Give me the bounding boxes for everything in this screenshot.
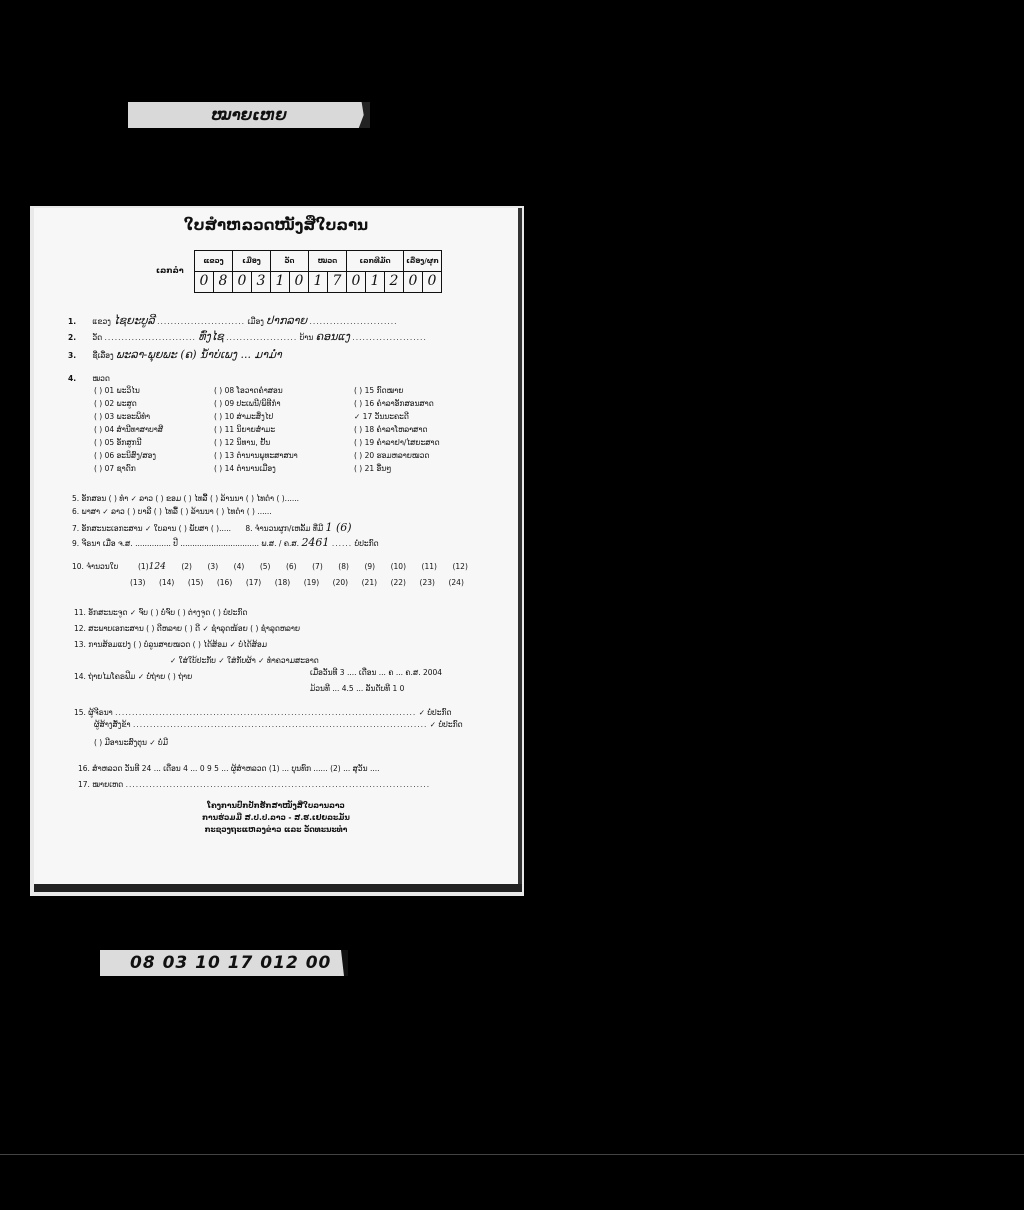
dots: ....................................................................................... xyxy=(132,720,428,729)
leaves-row-1 xyxy=(138,562,468,573)
code-header: ເລື່ອງ/ຜູກ xyxy=(404,251,442,272)
field-leaves xyxy=(72,562,118,571)
field-value: ໄຊຍະບູລີ xyxy=(113,314,155,327)
code-header-row xyxy=(195,251,442,272)
code-header: ໝວດ xyxy=(309,251,347,272)
code-digit: 7 xyxy=(328,272,347,293)
field-microfilm: 14. ຖ່າຍໄມໂຄຣຟີມ ✓ ບໍ່ຖ່າຍ ( ) ຖ່າຍ xyxy=(74,672,193,681)
leaf-count: (19) xyxy=(303,578,320,587)
dots: ...................... xyxy=(352,333,427,342)
leaf-count: (15) xyxy=(187,578,204,587)
code-header: ເລກທີມັດ xyxy=(347,251,404,272)
category-item: ✓ 17 ວັນນະຄະດີ xyxy=(354,412,409,421)
category-item: ( ) 20 ຮອມຫລາຍໝວດ xyxy=(354,451,430,460)
code-digit: 0 xyxy=(423,272,442,293)
top-label-text: ໝາຍເຫຍ xyxy=(211,106,287,124)
form-footer xyxy=(34,800,518,836)
top-label-strip xyxy=(128,102,370,128)
field-value: 1 (6) xyxy=(325,521,352,534)
field-label: 9. ຈີຣນາ ເມື່ອ ຈ.ສ. ............... ປີ ................................. ພ.ສ. / ຄ.ສ. xyxy=(72,539,300,548)
code-digit: 1 xyxy=(271,272,290,293)
category-item: ( ) 14 ຕຳນານເມືອງ xyxy=(214,464,276,473)
category-item: ( ) 11 ນິຍາຍສ່ຳມະ xyxy=(214,425,276,434)
code-digit: 1 xyxy=(366,272,385,293)
code-digit: 0 xyxy=(404,272,423,293)
category-item: ( ) 19 ຄຳລາຢາ/ໄສຍະສາດ xyxy=(354,438,440,447)
category-item: ( ) 04 ສຳນີທາສາບາສີ xyxy=(94,425,164,434)
field-label: ຜູ້ສ້າງສັ່ງຂ້າ xyxy=(94,720,131,729)
dots: .......................... xyxy=(157,317,246,326)
category-item: ( ) 21 ອື່ນໆ xyxy=(354,464,392,473)
code-header: ເມືອງ xyxy=(233,251,271,272)
category-item: ( ) 01 ພະວິໄນ xyxy=(94,386,140,395)
code-label: ເລກລຳ xyxy=(156,266,184,275)
leaf-count: (12) xyxy=(452,562,468,571)
category-item: ( ) 18 ຄຳລາໂຫລາສາດ xyxy=(354,425,428,434)
field-material xyxy=(72,521,352,535)
field-label: 7. ອັກສະນະເອກະສານ ✓ ໃບລານ ( ) ພັບສາ ( )..... xyxy=(72,524,231,533)
code-digit: 0 xyxy=(290,272,309,293)
dots: ......................................................................................... xyxy=(115,708,417,717)
leaf-count: (9) xyxy=(364,562,376,571)
code-digit: 0 xyxy=(347,272,366,293)
footer-line: ກະຊວງຖະແຫລງຂ່າວ ແລະ ວັດທະນະທຳ xyxy=(204,825,348,834)
leaf-count: (11) xyxy=(421,562,437,571)
leaf-count: (21) xyxy=(361,578,378,587)
leaf-count xyxy=(138,562,166,573)
field-value: ຄອນແງ xyxy=(315,330,350,343)
leaf-count: (23) xyxy=(419,578,435,587)
field-label: 10. ຈຳນວນໃບ xyxy=(72,562,119,571)
field-label: ເມືອງ xyxy=(247,317,264,326)
code-digit-row xyxy=(195,272,442,293)
field-date xyxy=(72,536,379,550)
field-number: 3. xyxy=(68,351,77,360)
field-label: ບໍ່ປະກົດ xyxy=(354,539,379,548)
field-label: ຊື່ເລື່ອງ xyxy=(92,351,114,360)
form-edge-right xyxy=(518,208,522,888)
code-table xyxy=(194,250,442,293)
category-item: ( ) 07 ຊາດົກ xyxy=(94,464,136,473)
field-label: ໝວດ xyxy=(92,374,110,383)
field-value: ✓ ບໍ່ປະກົດ xyxy=(429,720,463,729)
category-item: ( ) 03 ພະອະພິທຳ xyxy=(94,412,151,421)
dots: ........................... xyxy=(104,333,196,342)
field-number: 1. xyxy=(68,317,77,326)
field-condition: 12. ສະພາບເອກະສານ ( ) ດີຫລາຍ ( ) ດີ ✓ ຊຳລຸດໜ້ອຍ ( ) ຊຳລຸດຫລາຍ xyxy=(74,624,301,633)
field-label: ແຂວງ xyxy=(92,317,111,326)
category-item: ( ) 05 ອັກສູກນີ xyxy=(94,438,142,447)
field-merit: ( ) ມີອານະສົງຕຸນ ✓ ບໍ່ມີ xyxy=(94,738,169,747)
field-temple xyxy=(68,330,427,344)
leaf-count: (7) xyxy=(312,562,323,571)
code-digit: 1 xyxy=(309,272,328,293)
dots: .......................................................................................... xyxy=(125,780,431,789)
field-label: 17. ໝາຍເຫດ xyxy=(78,780,124,789)
dots: ..................... xyxy=(226,333,298,342)
form-title: ໃບສຳຫລວດໜັງສືໃບລານ xyxy=(183,216,369,234)
leaf-count: (10) xyxy=(390,562,406,571)
leaf-count: (17) xyxy=(245,578,262,587)
category-item: ( ) 02 ພະສູດ xyxy=(94,399,137,408)
code-digit: 8 xyxy=(214,272,233,293)
field-value: ທົ່ງໄຊ xyxy=(198,330,224,343)
field-script: 5. ອັກສອນ ( ) ທຳ ✓ ລາວ ( ) ຂອມ ( ) ໄທລື້ ( ) ລ້ານນາ ( ) ໄທດຳ ( )...... xyxy=(72,494,299,503)
bottom-code-strip xyxy=(100,950,348,976)
field-label: ບ້ານ xyxy=(299,333,314,342)
leaf-count: (20) xyxy=(332,578,349,587)
leaf-count: (5) xyxy=(259,562,271,571)
field-microfilm-roll: ມ້ວນທີ ... 4.5 ... ລັນດັບທີ 1 0 xyxy=(310,684,405,693)
leaf-count: (16) xyxy=(216,578,233,587)
code-digit: 2 xyxy=(385,272,404,293)
leaf-count: (4) xyxy=(233,562,245,571)
leaf-label: (1) xyxy=(138,562,149,571)
leaf-count: (24) xyxy=(448,578,464,587)
field-number: 2. xyxy=(68,333,77,342)
field-value: ✓ ບໍ່ປະກົດ xyxy=(418,708,452,717)
survey-form xyxy=(34,208,518,884)
bottom-code-text: 08 03 10 17 012 00 xyxy=(130,953,332,973)
field-repair: 13. ການສ້ອມແປງ ( ) ບໍ່ລູນສາຍໝວດ ( ) ໄດ້ສ້ອມ ✓ ບໍ່ໄດ້ສ້ອມ xyxy=(74,640,268,649)
field-value: ພະລາ-ພຸຍພະ (ຄ) ນ້ຳບ່ເພງ ... ມາມ່ຳ xyxy=(115,348,282,361)
leaf-count: (14) xyxy=(158,578,175,587)
code-header: ວັດ xyxy=(271,251,309,272)
field-label: ວັດ xyxy=(92,333,103,342)
footer-line: ການຮ່ວມມື ສ.ປ.ປ.ລາວ - ສ.ຮ.ເຢຍລະມັນ xyxy=(202,813,350,822)
dots: .......................... xyxy=(309,317,398,326)
field-label: 15. ຜູ້ຈີຣນາ xyxy=(74,708,113,717)
field-author xyxy=(74,708,452,717)
leaf-count: (2) xyxy=(181,562,192,571)
dots: ...... xyxy=(331,539,353,548)
torn-edge xyxy=(338,950,348,976)
category-item: ( ) 16 ຄຳລາອັກສອນສາດ xyxy=(354,399,434,408)
field-repair-extra: ✓ ໃສ່ໃບ້ປະກັບ ✓ ໃສ່ກັບຜ້າ ✓ ທຳຄວາມສະອາດ xyxy=(170,656,319,665)
field-value: 2461 xyxy=(301,536,330,549)
category-item: ( ) 13 ຕຳນານພຸທະສາສນາ xyxy=(214,451,298,460)
form-edge-bottom xyxy=(34,884,522,892)
leaves-row-2 xyxy=(130,578,464,587)
leaf-count: (22) xyxy=(390,578,406,587)
category-item: ( ) 15 ກົດໝາຍ xyxy=(354,386,404,395)
field-creator xyxy=(94,720,463,729)
field-value: ປາກລາຍ xyxy=(266,314,308,327)
leaf-count: (18) xyxy=(274,578,291,587)
field-number: 4. xyxy=(68,374,77,383)
field-microfilm-date: ເມື່ອວັນທີ 3 .... ເດືອນ ... ຄ ... ຄ.ສ. 2004 xyxy=(310,668,443,677)
field-survey: 16. ສຳຫລວດ ວັນທີ 24 ... ເດືອນ 4 ... 0 9 5 ... ຜູ້ສຳຫລວດ (1) ... ບຸນທົກ ...... (2) ... ສຸວັນ .... xyxy=(78,764,380,773)
field-title xyxy=(68,348,282,362)
leaf-count: (3) xyxy=(207,562,219,571)
torn-edge xyxy=(356,102,370,128)
code-digit: 3 xyxy=(252,272,271,293)
leaf-value: 124 xyxy=(148,562,166,572)
leaf-count: (8) xyxy=(338,562,349,571)
field-label: 8. ຈຳນວນຜູກ/ເຫລັ້ມ ທີ່ມີ xyxy=(245,524,324,533)
scan-line xyxy=(0,1154,1024,1155)
field-completeness: 11. ອັກສະນະຈູດ ✓ ຈົບ ( ) ບໍ່ຈົບ ( ) ຕ່າງຈູດ ( ) ບໍ່ປະກົດ xyxy=(74,608,248,617)
category-item: ( ) 12 ນິທານ, ຢັ້ນ xyxy=(214,438,271,447)
code-digit: 0 xyxy=(233,272,252,293)
category-item: ( ) 09 ປະເພນີ/ພິທີກຳ xyxy=(214,399,281,408)
leaf-count: (13) xyxy=(130,578,146,587)
category-item: ( ) 06 ອະນິສົງ/ສອງ xyxy=(94,451,157,460)
field-province xyxy=(68,314,398,328)
category-item: ( ) 08 ໂອວາດຄຳສອນ xyxy=(214,386,283,395)
footer-line: ໂຄງການປົກປັກຮັກສາໜັງສືໃບລານລາວ xyxy=(207,801,345,810)
code-digit: 0 xyxy=(195,272,214,293)
field-notes xyxy=(78,780,430,789)
category-item: ( ) 10 ສ່າມະສິ່ງໄປ xyxy=(214,412,274,421)
code-header: ແຂວງ xyxy=(195,251,233,272)
field-language: 6. ພາສາ ✓ ລາວ ( ) ບາລີ ( ) ໄທລື້ ( ) ລ້ານນາ ( ) ໄທດຳ ( ) ...... xyxy=(72,507,272,516)
field-category-label xyxy=(68,374,110,383)
leaf-count: (6) xyxy=(285,562,297,571)
